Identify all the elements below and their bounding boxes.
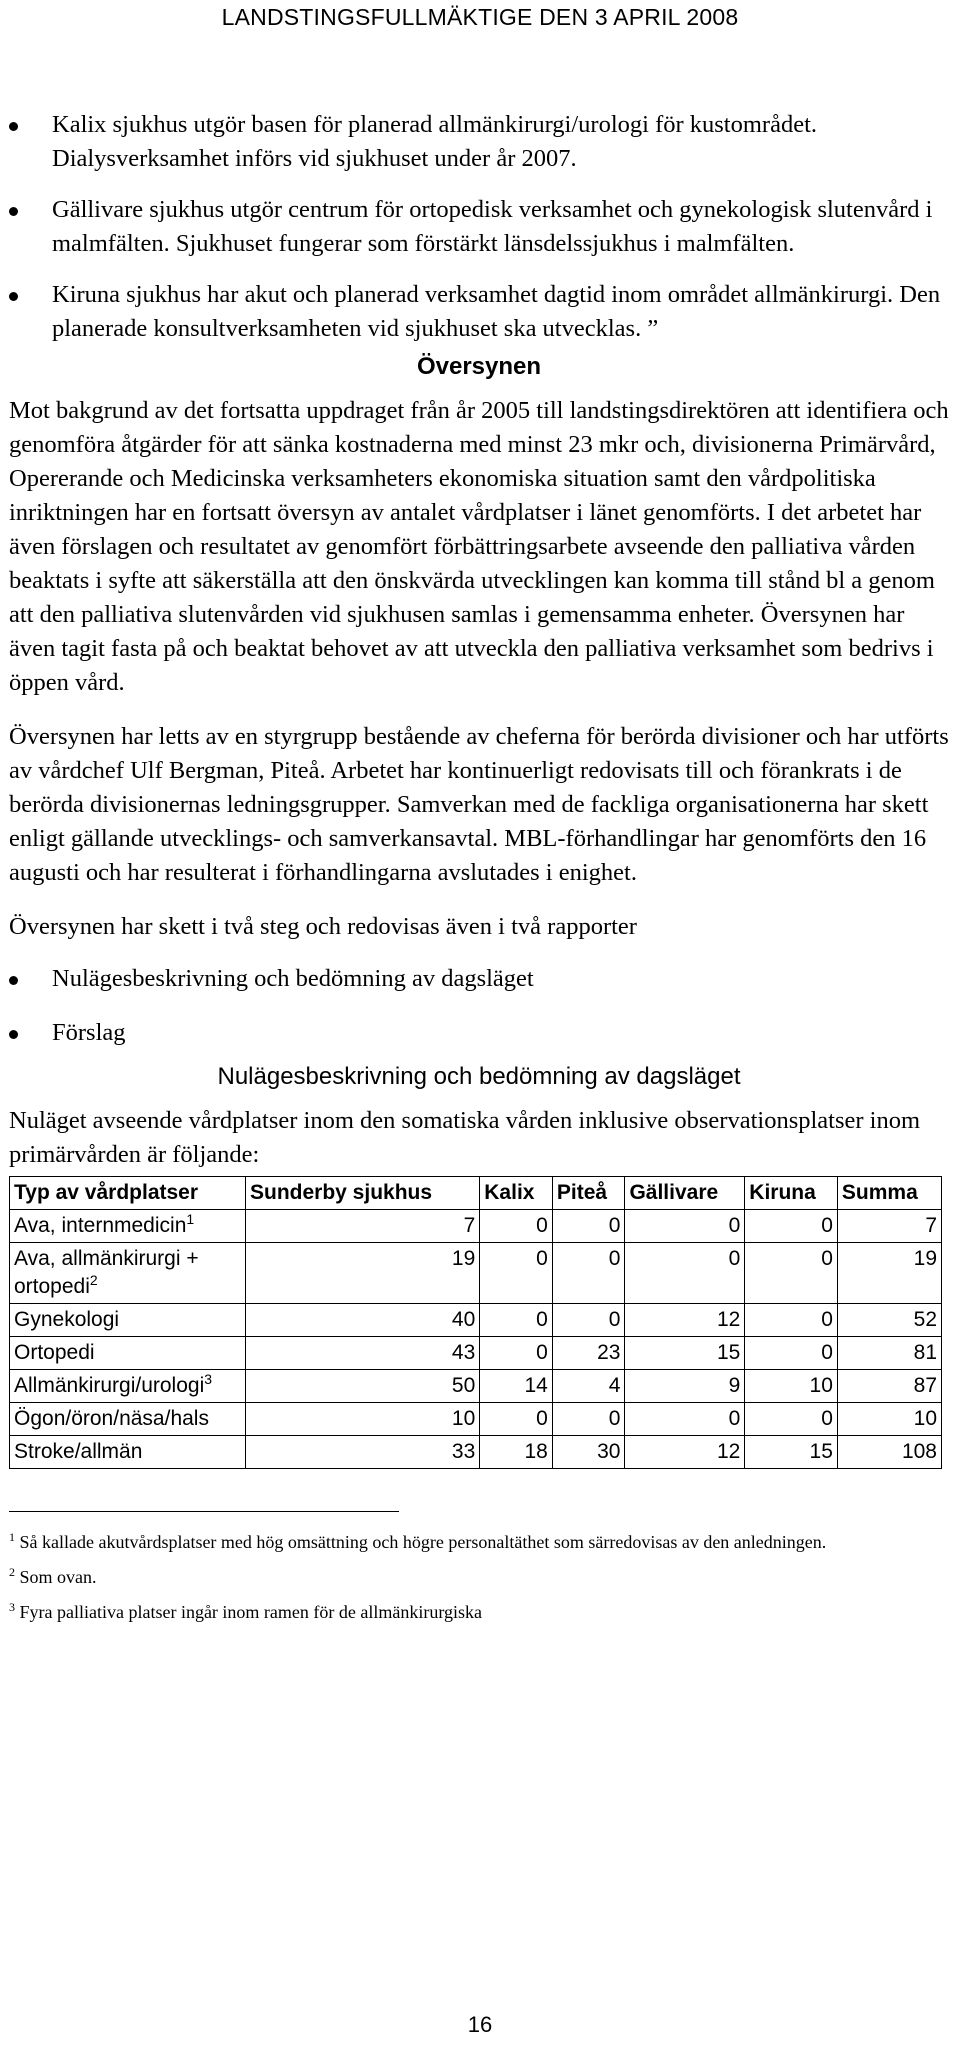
footnote-text: Fyra palliativa platser ingår inom ramen för de allmänkirurgiska — [19, 1602, 483, 1622]
list-item-text: Kalix sjukhus utgör basen för planerad allmänkirurgi/urologi för kustområdet. Dialysverksamhet införs vid sjukhuset under år 2007. — [52, 111, 818, 172]
row-label-text: Ögon/öron/näsa/hals — [14, 1407, 209, 1430]
table-cell: 0 — [552, 1304, 625, 1337]
table-cell: 12 — [625, 1304, 745, 1337]
table-cell: 14 — [480, 1370, 553, 1403]
row-label-text: Ava, internmedicin — [14, 1214, 187, 1237]
footnote-number: 3 — [9, 1600, 15, 1614]
column-header: Sunderby sjukhus — [246, 1177, 480, 1210]
table-cell: 30 — [552, 1436, 625, 1469]
paragraph: Nuläget avseende vårdplatser inom den somatiska vården inklusive observationsplatser inom primärvården är följande: — [9, 1107, 921, 1168]
table-cell: 4 — [552, 1370, 625, 1403]
row-label — [10, 1243, 246, 1304]
table-cell: 10 — [837, 1403, 941, 1436]
section-heading-oversynen: Översynen — [416, 353, 542, 380]
table-cell: 9 — [625, 1370, 745, 1403]
table-cell: 18 — [480, 1436, 553, 1469]
table-cell: 12 — [625, 1436, 745, 1469]
ward-beds-table — [9, 1176, 942, 1469]
paragraph: Översynen har skett i två steg och redovisas även i två rapporter — [9, 913, 637, 940]
list-item — [9, 278, 949, 346]
table-cell: 0 — [745, 1337, 838, 1370]
footnote-text: Så kallade akutvårdsplatser med hög omsättning och högre personaltäthet som särredovisas av den anledningen. — [19, 1532, 827, 1552]
row-label — [10, 1304, 246, 1337]
table-cell: 0 — [480, 1337, 553, 1370]
list-item — [9, 108, 949, 176]
table-row — [10, 1210, 942, 1243]
table-cell: 52 — [837, 1304, 941, 1337]
page-number: 16 — [467, 2012, 493, 2037]
row-label — [10, 1210, 246, 1243]
table-cell: 19 — [837, 1243, 941, 1304]
report-bullet-list — [9, 962, 949, 1050]
intro-bullet-list — [9, 108, 949, 346]
page-content — [9, 108, 949, 1629]
table-row — [10, 1403, 942, 1436]
paragraph: Översynen har letts av en styrgrupp bestående av cheferna för berörda divisioner och har utförts av vårdchef Ulf Bergman, Piteå. Arbetet har kontinuerligt redovisats till och förankrats i de berörda divisionernas ledningsgrupper. Samverkan med de fackliga organisationerna har skett enligt gällande utvecklings- och samverkansavtal. MBL-förhandlingar har genomförts den 16 augusti och har resulterat i förhandlingarna avslutades i enighet. — [9, 723, 949, 886]
table-cell: 15 — [745, 1436, 838, 1469]
row-label — [10, 1403, 246, 1436]
table-cell: 40 — [246, 1304, 480, 1337]
footnote-ref: 1 — [186, 1211, 195, 1227]
footnote — [9, 1524, 949, 1555]
column-header: Gällivare — [625, 1177, 745, 1210]
table-row — [10, 1243, 942, 1304]
table-cell: 50 — [246, 1370, 480, 1403]
table-cell: 0 — [480, 1243, 553, 1304]
table-cell: 0 — [625, 1243, 745, 1304]
section-heading-nulage: Nulägesbeskrivning och bedömning av dagsläget — [217, 1063, 741, 1090]
table-cell: 7 — [246, 1210, 480, 1243]
table-cell: 0 — [745, 1403, 838, 1436]
bullet-icon — [9, 122, 18, 131]
running-header: LANDSTINGSFULLMÄKTIGE DEN 3 APRIL 2008 — [221, 4, 739, 30]
list-item-text: Gällivare sjukhus utgör centrum för ortopedisk verksamhet och gynekologisk slutenvård i malmfälten. Sjukhuset fungerar som förstärkt länsdelssjukhus i malmfälten. — [52, 196, 933, 257]
table-cell: 43 — [246, 1337, 480, 1370]
row-label-text: Allmänkirurgi/urologi — [14, 1374, 205, 1397]
list-item — [9, 193, 949, 261]
table-row — [10, 1436, 942, 1469]
bullet-icon — [9, 976, 18, 985]
bullet-icon — [9, 292, 18, 301]
list-item-text: Kiruna sjukhus har akut och planerad verksamhet dagtid inom området allmänkirurgi. Den planerade konsultverksamheten vid sjukhuset ska utvecklas. ” — [52, 281, 941, 342]
footnote-ref: 2 — [89, 1272, 98, 1288]
column-header: Piteå — [552, 1177, 625, 1210]
column-header: Typ av vårdplatser — [10, 1177, 246, 1210]
footnote-number: 2 — [9, 1565, 15, 1579]
table-row — [10, 1304, 942, 1337]
footnote-number: 1 — [9, 1530, 15, 1544]
column-header: Kiruna — [745, 1177, 838, 1210]
row-label-text: Ortopedi — [14, 1341, 95, 1364]
table-cell: 0 — [480, 1210, 553, 1243]
row-label — [10, 1337, 246, 1370]
list-item-text: Nulägesbeskrivning och bedömning av dagsläget — [52, 965, 534, 992]
list-item — [9, 1016, 949, 1050]
table-cell: 0 — [552, 1210, 625, 1243]
footnote — [9, 1594, 949, 1625]
table-cell: 15 — [625, 1337, 745, 1370]
table-cell: 0 — [480, 1403, 553, 1436]
table-cell: 10 — [745, 1370, 838, 1403]
row-label-text: Gynekologi — [14, 1308, 120, 1331]
table-cell: 0 — [745, 1210, 838, 1243]
table-cell: 19 — [246, 1243, 480, 1304]
list-item-text: Förslag — [52, 1019, 126, 1046]
table-cell: 0 — [552, 1243, 625, 1304]
table-header-row — [10, 1177, 942, 1210]
table-cell: 0 — [552, 1403, 625, 1436]
table-cell: 0 — [625, 1210, 745, 1243]
column-header: Summa — [837, 1177, 941, 1210]
row-label — [10, 1370, 246, 1403]
table-cell: 33 — [246, 1436, 480, 1469]
table-cell: 0 — [625, 1403, 745, 1436]
table-cell: 81 — [837, 1337, 941, 1370]
table-row — [10, 1337, 942, 1370]
footnote-text: Som ovan. — [19, 1567, 97, 1587]
list-item — [9, 962, 949, 996]
row-label — [10, 1436, 246, 1469]
table-cell: 7 — [837, 1210, 941, 1243]
column-header: Kalix — [480, 1177, 553, 1210]
bullet-icon — [9, 1030, 18, 1039]
table-cell: 0 — [745, 1243, 838, 1304]
paragraph: Mot bakgrund av det fortsatta uppdraget från år 2005 till landstingsdirektören att identifiera och genomföra åtgärder för att sänka kostnaderna med minst 23 mkr och, divisionerna Primärvård, Opererande och Medicinska verksamheters ekonomiska situation samt den vårdpolitiska inriktningen har en fortsatt översyn av antalet vårdplatser i länet genomförts. I det arbetet har även förslagen och resultatet av genomfört förbättringsarbete avseende den palliativa vården beaktats i syfte att säkerställa att den önskvärda utvecklingen kan komma till stånd bl a genom att den palliativa slutenvården vid sjukhusen samlas i gemensamma enheter. Översynen har även tagit fasta på och beaktat behovet av att utveckla den palliativa verksamhet som bedrivs i öppen vård. — [9, 397, 949, 696]
table-row — [10, 1370, 942, 1403]
table-cell: 108 — [837, 1436, 941, 1469]
table-cell: 0 — [745, 1304, 838, 1337]
footnote-divider — [9, 1511, 399, 1512]
table-cell: 10 — [246, 1403, 480, 1436]
bullet-icon — [9, 207, 18, 216]
row-label-text: Stroke/allmän — [14, 1440, 143, 1463]
row-label-text: Ava, allmänkirurgi + ortopedi — [14, 1247, 199, 1298]
footnote-ref: 3 — [204, 1371, 213, 1387]
table-cell: 0 — [480, 1304, 553, 1337]
footnote — [9, 1559, 949, 1590]
table-cell: 23 — [552, 1337, 625, 1370]
table-cell: 87 — [837, 1370, 941, 1403]
